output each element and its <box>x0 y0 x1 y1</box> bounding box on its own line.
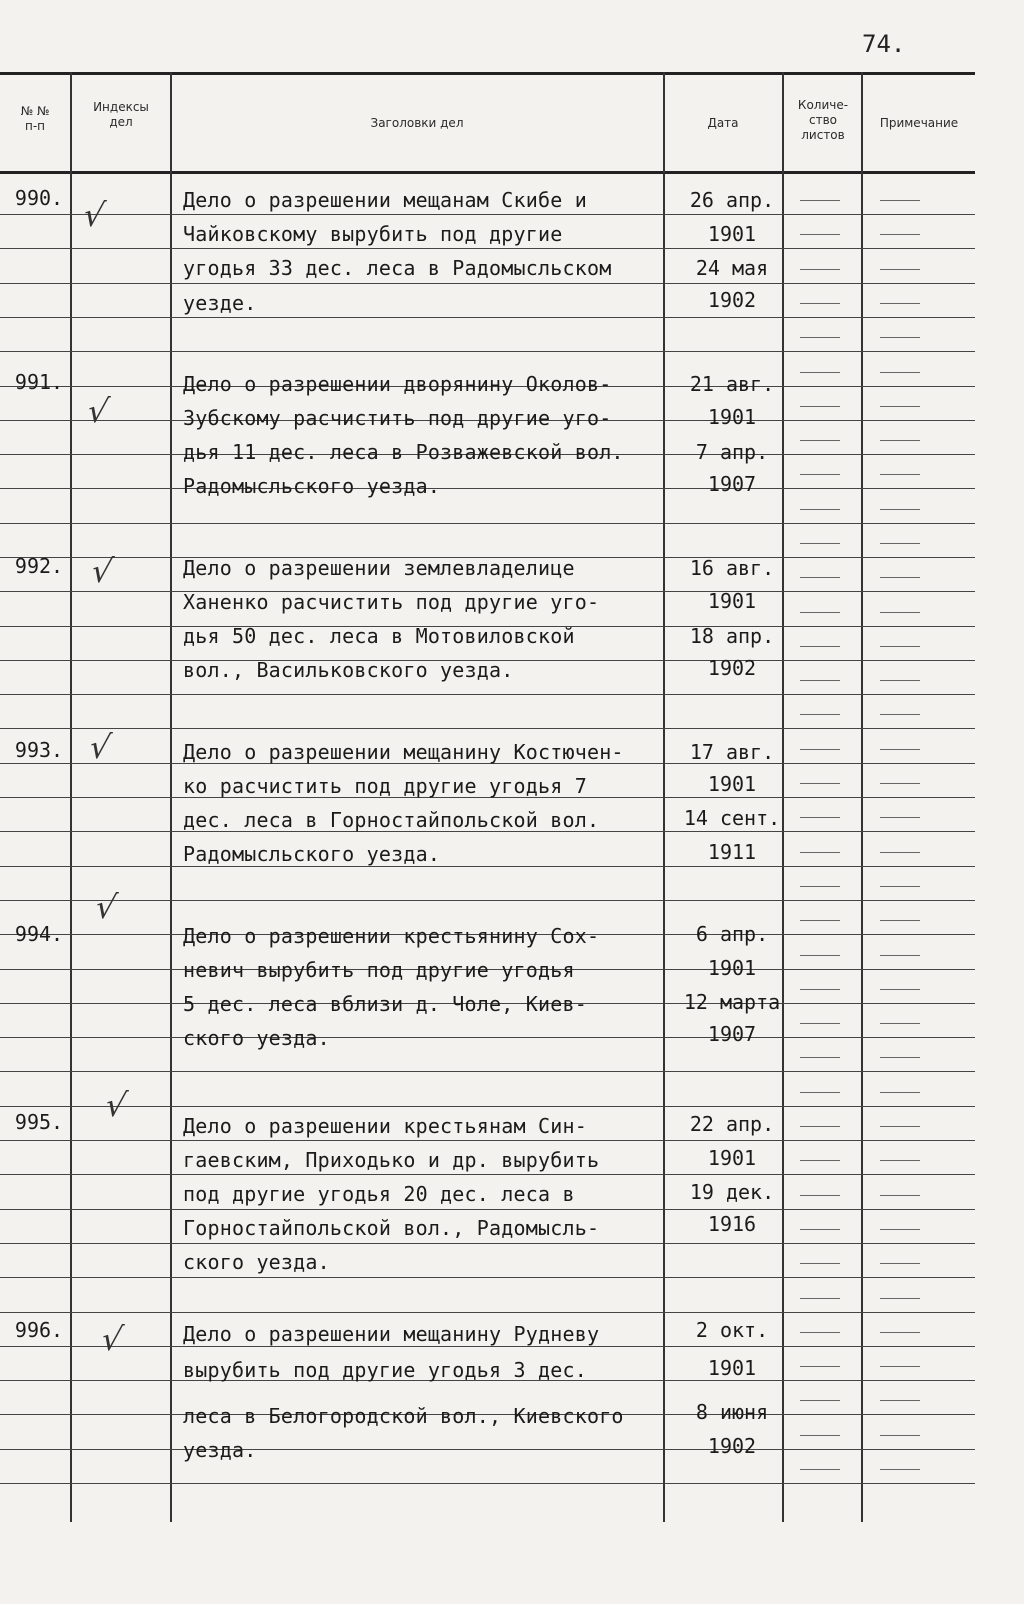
record-date-start: 22 апр. <box>689 1112 775 1136</box>
column-dash <box>880 612 920 613</box>
header-col-date: Дата <box>707 116 739 130</box>
record-number: 993. <box>14 738 64 762</box>
column-dash <box>880 1126 920 1127</box>
record-date-end: 24 мая <box>695 256 769 280</box>
column-dash <box>880 920 920 921</box>
record-date-end-year: 1902 <box>707 1434 757 1458</box>
column-dash <box>800 680 840 681</box>
record-date-end: 18 апр. <box>689 624 775 648</box>
column-dash <box>800 886 840 887</box>
record-date-end: 14 сент. <box>683 806 781 830</box>
column-dash <box>800 646 840 647</box>
check-mark: √ <box>98 1320 126 1358</box>
column-dash <box>800 1298 840 1299</box>
column-dash <box>880 234 920 235</box>
record-date-end-year: 1916 <box>707 1212 757 1236</box>
column-dash <box>880 852 920 853</box>
record-date-end: 19 дек. <box>689 1180 775 1204</box>
record-date-start: 21 авг. <box>689 372 775 396</box>
record-title-line: 5 дес. леса вблизи д. Чоле, Киев- <box>183 992 587 1016</box>
column-dash <box>880 440 920 441</box>
column-dash <box>800 509 840 510</box>
column-dash <box>880 269 920 270</box>
record-number: 990. <box>14 186 64 210</box>
record-date-start: 17 авг. <box>689 740 775 764</box>
header-col-number-line2: п-п <box>24 119 46 133</box>
column-dash <box>800 1092 840 1093</box>
check-mark: √ <box>80 196 108 234</box>
column-dash <box>800 1366 840 1367</box>
column-dash <box>800 474 840 475</box>
record-title-line: дья 11 дес. леса в Розважевской вол. <box>183 440 624 464</box>
column-dash <box>800 269 840 270</box>
record-date-end-year: 1907 <box>707 472 757 496</box>
record-title-line: Дело о разрешении мещанину Костючен- <box>183 740 624 764</box>
ruled-line <box>0 317 975 318</box>
column-dash <box>880 886 920 887</box>
column-dash <box>800 1400 840 1401</box>
column-dash <box>880 1366 920 1367</box>
column-dash <box>800 1195 840 1196</box>
record-date-start: 2 окт. <box>695 1318 769 1342</box>
header-bottom-rule <box>0 171 975 174</box>
column-dash <box>800 234 840 235</box>
ruled-line <box>0 1346 975 1347</box>
column-dash <box>800 989 840 990</box>
ruled-line <box>0 694 975 695</box>
column-dash <box>800 749 840 750</box>
page-number: 74. <box>862 30 906 58</box>
ruled-line <box>0 1449 975 1450</box>
header-col-title: Заголовки дел <box>370 116 464 130</box>
record-title-line: ского уезда. <box>183 1250 330 1274</box>
column-dash <box>800 1435 840 1436</box>
check-mark: √ <box>92 888 120 926</box>
ruled-line <box>0 1140 975 1141</box>
column-dash <box>880 1263 920 1264</box>
column-dash <box>880 372 920 373</box>
record-title-line: Горностайпольской вол., Радомысль- <box>183 1216 600 1240</box>
record-title-line: Ханенко расчистить под другие уго- <box>183 590 600 614</box>
ruled-line <box>0 1071 975 1072</box>
column-dash <box>880 1229 920 1230</box>
column-dash <box>880 406 920 407</box>
column-dash <box>880 474 920 475</box>
ruled-line <box>0 900 975 901</box>
column-dash <box>880 1469 920 1470</box>
column-dash <box>800 577 840 578</box>
record-date-start-year: 1901 <box>707 405 757 429</box>
column-dash <box>800 1263 840 1264</box>
ruled-line <box>0 1277 975 1278</box>
column-dash <box>880 817 920 818</box>
column-dash <box>800 1332 840 1333</box>
record-date-end-year: 1911 <box>707 840 757 864</box>
column-dash <box>800 303 840 304</box>
ruled-line <box>0 866 975 867</box>
record-date-start: 6 апр. <box>695 922 769 946</box>
record-number: 992. <box>14 554 64 578</box>
ruled-line <box>0 214 975 215</box>
record-title-line: Дело о разрешении мещанам Скибе и <box>183 188 587 212</box>
record-date-start: 26 апр. <box>689 188 775 212</box>
header-col-index <box>72 100 170 130</box>
record-title-line: ского уезда. <box>183 1026 330 1050</box>
column-dash <box>880 714 920 715</box>
record-title-line: Дело о разрешении крестьянину Сох- <box>183 924 600 948</box>
column-dash <box>880 1435 920 1436</box>
record-date-start-year: 1901 <box>707 956 757 980</box>
column-dash <box>880 577 920 578</box>
ruled-line <box>0 1106 975 1107</box>
column-dash <box>800 1126 840 1127</box>
record-date-start-year: 1901 <box>707 772 757 796</box>
record-title-line: Дело о разрешении дворянину Околов- <box>183 372 612 396</box>
record-date-start-year: 1901 <box>707 222 757 246</box>
record-title-line: Дело о разрешении мещанину Рудневу <box>183 1322 600 1346</box>
record-date-end: 7 апр. <box>695 440 769 464</box>
column-dash <box>880 1057 920 1058</box>
column-dash <box>800 783 840 784</box>
record-title-line: Радомысльского уезда. <box>183 842 441 866</box>
column-dash <box>800 817 840 818</box>
column-dash <box>800 852 840 853</box>
column-dash <box>800 406 840 407</box>
record-title-line: невич вырубить под другие угодья <box>183 958 575 982</box>
record-title-line: ко расчистить под другие угодья 7 <box>183 774 587 798</box>
record-date-end: 8 июня <box>695 1400 769 1424</box>
column-dash <box>880 1332 920 1333</box>
ruled-line <box>0 728 975 729</box>
column-dash <box>800 440 840 441</box>
ruled-line <box>0 1174 975 1175</box>
column-dash <box>880 680 920 681</box>
ruled-line <box>0 1312 975 1313</box>
ruled-line <box>0 523 975 524</box>
record-title-line: вырубить под другие угодья 3 дес. <box>183 1358 587 1382</box>
record-date-end-year: 1902 <box>707 656 757 680</box>
ruled-line <box>0 1243 975 1244</box>
record-date-start-year: 1901 <box>707 1356 757 1380</box>
record-title-line: гаевским, Приходько и др. вырубить <box>183 1148 600 1172</box>
column-dash <box>880 783 920 784</box>
header-col-sheets-line2: ство <box>808 113 837 127</box>
record-number: 995. <box>14 1110 64 1134</box>
ruled-line <box>0 488 975 489</box>
column-dash <box>880 646 920 647</box>
column-dash <box>880 749 920 750</box>
column-dash <box>880 337 920 338</box>
record-date-end: 12 марта <box>683 990 781 1014</box>
column-dash <box>880 1298 920 1299</box>
column-dash <box>800 1023 840 1024</box>
header-col-number-line1: № № <box>20 104 50 118</box>
record-title-line: под другие угодья 20 дес. леса в <box>183 1182 575 1206</box>
record-date-start-year: 1901 <box>707 1146 757 1170</box>
column-dash <box>880 989 920 990</box>
column-dash <box>800 372 840 373</box>
record-title-line: угодья 33 дес. леса в Радомысльском <box>183 256 612 280</box>
ruled-line <box>0 1037 975 1038</box>
column-dash <box>800 920 840 921</box>
header-top-rule <box>0 72 975 75</box>
header-col-index-line1: Индексы <box>93 100 149 114</box>
column-dash <box>800 1469 840 1470</box>
record-title-line: уезде. <box>183 291 257 315</box>
header-col-index-line2: дел <box>109 115 133 129</box>
column-dash <box>800 1160 840 1161</box>
column-dash <box>880 509 920 510</box>
column-dash <box>800 1057 840 1058</box>
record-title-line: Зубскому расчистить под другие уго- <box>183 406 612 430</box>
record-date-end-year: 1902 <box>707 288 757 312</box>
column-dash <box>800 337 840 338</box>
column-dash <box>800 200 840 201</box>
column-dash <box>880 1400 920 1401</box>
check-mark: √ <box>86 728 114 766</box>
check-mark: √ <box>102 1086 130 1124</box>
ruled-line <box>0 1483 975 1484</box>
record-title-line: дья 50 дес. леса в Мотовиловской <box>183 624 575 648</box>
record-title-line: Чайковскому вырубить под другие <box>183 222 563 246</box>
record-number: 991. <box>14 370 64 394</box>
header-col-sheets-line3: листов <box>801 128 845 142</box>
column-dash <box>800 955 840 956</box>
record-number: 994. <box>14 922 64 946</box>
column-dash <box>880 303 920 304</box>
column-dash <box>880 1092 920 1093</box>
column-dash <box>800 714 840 715</box>
record-date-start: 16 авг. <box>689 556 775 580</box>
column-dash <box>800 1229 840 1230</box>
column-dash <box>880 1023 920 1024</box>
ruled-line <box>0 351 975 352</box>
record-title-line: уезда. <box>183 1438 257 1462</box>
record-number: 996. <box>14 1318 64 1342</box>
record-title-line: Радомысльского уезда. <box>183 474 441 498</box>
column-dash <box>880 1195 920 1196</box>
column-dash <box>880 543 920 544</box>
record-title-line: вол., Васильковского уезда. <box>183 658 514 682</box>
ruled-line <box>0 248 975 249</box>
column-dash <box>880 1160 920 1161</box>
column-dash <box>880 200 920 201</box>
record-date-end-year: 1907 <box>707 1022 757 1046</box>
column-dash <box>800 543 840 544</box>
column-dash <box>800 612 840 613</box>
header-col-sheets-line1: Количе- <box>797 98 849 112</box>
record-title-line: дес. леса в Горностайпольской вол. <box>183 808 600 832</box>
record-title-line: Дело о разрешении крестьянам Син- <box>183 1114 587 1138</box>
record-title-line: леса в Белогородской вол., Киевского <box>183 1404 624 1428</box>
column-dash <box>880 955 920 956</box>
record-date-start-year: 1901 <box>707 589 757 613</box>
check-mark: √ <box>88 552 116 590</box>
header-col-number <box>0 104 70 134</box>
ruled-line <box>0 1209 975 1210</box>
header-col-note: Примечание <box>879 116 959 130</box>
ruled-line <box>0 283 975 284</box>
check-mark: √ <box>84 392 112 430</box>
header-col-sheets <box>785 98 861 143</box>
record-title-line: Дело о разрешении землевладелице <box>183 556 575 580</box>
